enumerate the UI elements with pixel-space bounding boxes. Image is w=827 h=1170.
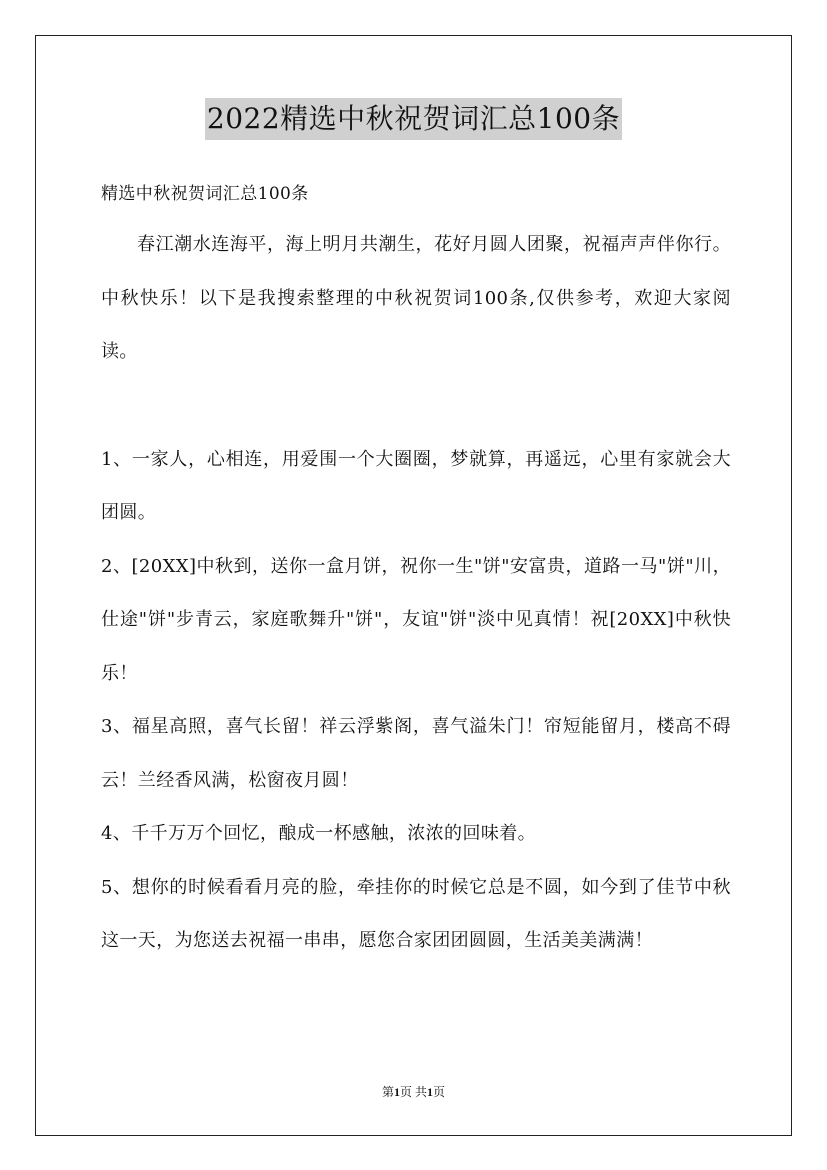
document-subtitle: 精选中秋祝贺词汇总100条: [101, 184, 309, 204]
page-total: 1: [427, 1085, 433, 1099]
page-mid: 页 共: [399, 1085, 427, 1099]
list-item: 5、想你的时候看看月亮的脸，牵挂你的时候它总是不圆，如今到了佳节中秋这一天，为您送去祝福一串串，愿您合家团团圆圆，生活美美满满！: [101, 876, 731, 951]
page-suffix: 页: [433, 1085, 446, 1099]
page-footer: [0, 1083, 827, 1100]
page-current: 1: [393, 1085, 400, 1099]
list-item: 3、福星高照，喜气长留！祥云浮紫阁，喜气溢朱门！帘短能留月，楼高不碍云！兰经香风满，松窗夜月圆！: [101, 716, 731, 791]
document-title: 2022精选中秋祝贺词汇总100条: [205, 98, 622, 140]
page-prefix: 第: [381, 1085, 394, 1099]
intro-paragraph: 春江潮水连海平，海上明月共潮生，花好月圆人团聚，祝福声声伴你行。中秋快乐！以下是我搜索整理的中秋祝贺词100条,仅供参考，欢迎大家阅读。: [101, 234, 731, 362]
document-body: [101, 170, 731, 968]
list-item: 2、[20XX]中秋到，送你一盒月饼，祝你一生"饼"安富贵，道路一马"饼"川，仕途"饼"步青云，家庭歌舞升"饼"，友谊"饼"淡中见真情！祝[20XX]中秋快乐！: [101, 555, 731, 684]
list-item: 4、千千万万个回忆，酿成一杯感触，浓浓的回味着。: [101, 823, 537, 844]
document-title-wrapper: [0, 98, 827, 140]
list-item: 1、一家人，心相连，用爱围一个大圈圈，梦就算，再遥远，心里有家就会大团圆。: [101, 448, 731, 523]
